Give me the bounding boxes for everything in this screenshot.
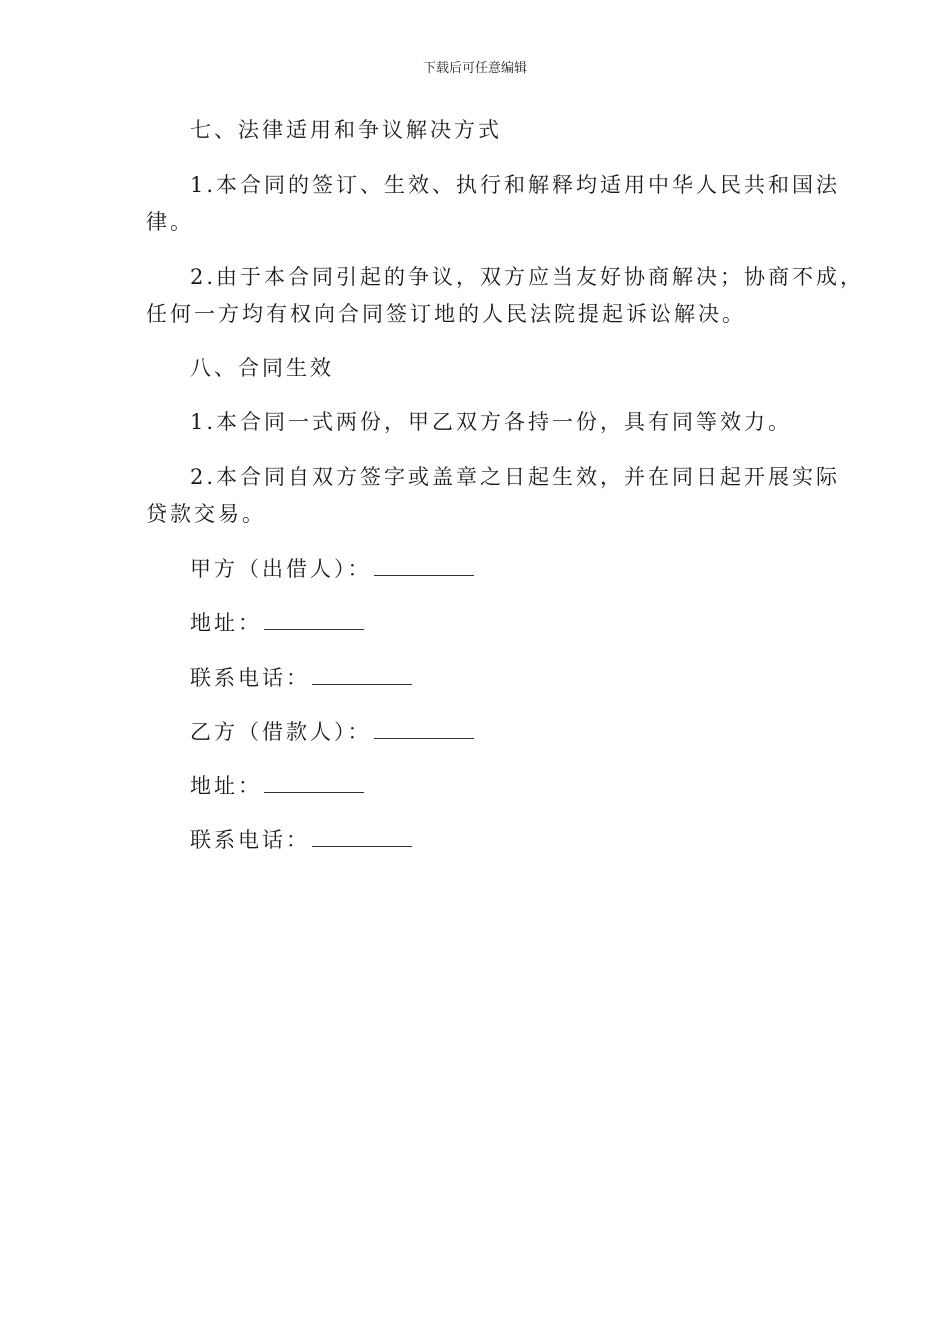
party-b-address-blank — [264, 774, 364, 793]
party-a-blank — [374, 557, 474, 576]
party-b-signature-line — [190, 718, 474, 746]
party-a-phone-line — [190, 664, 412, 692]
party-a-signature-line — [190, 555, 474, 583]
party-a-label: 甲方（出借人）： — [190, 557, 372, 581]
section-7-paragraph-1-line-2: 律。 — [146, 210, 194, 234]
section-8-title: 八、合同生效 — [190, 356, 334, 380]
section-8-paragraph-2-line-1: 2.本合同自双方签字或盖章之日起生效，并在同日起开展实际 — [190, 465, 841, 489]
section-7-paragraph-1-line-1: 1.本合同的签订、生效、执行和解释均适用中华人民共和国法 — [190, 173, 841, 197]
party-a-address-line — [190, 609, 364, 637]
party-b-label: 乙方（借款人）： — [190, 720, 372, 744]
party-a-phone-blank — [312, 666, 412, 685]
party-b-phone-line — [190, 826, 412, 854]
party-a-address-blank — [264, 611, 364, 630]
section-8-paragraph-2-line-2: 贷款交易。 — [146, 502, 266, 526]
section-7-paragraph-2-line-1: 2.由于本合同引起的争议，双方应当友好协商解决；协商不成， — [190, 265, 865, 289]
section-7-title: 七、法律适用和争议解决方式 — [190, 118, 502, 142]
party-b-address-label: 地址： — [190, 774, 262, 798]
party-a-address-label: 地址： — [190, 611, 262, 635]
party-b-phone-label: 联系电话： — [190, 828, 310, 852]
party-b-blank — [374, 720, 474, 739]
party-b-address-line — [190, 772, 364, 800]
section-8-paragraph-1: 1.本合同一式两份，甲乙双方各持一份，具有同等效力。 — [190, 410, 793, 434]
section-7-paragraph-2-line-2: 任何一方均有权向合同签订地的人民法院提起诉讼解决。 — [146, 302, 746, 326]
header-note: 下载后可任意编辑 — [422, 61, 527, 76]
party-a-phone-label: 联系电话： — [190, 666, 310, 690]
party-b-phone-blank — [312, 828, 412, 847]
